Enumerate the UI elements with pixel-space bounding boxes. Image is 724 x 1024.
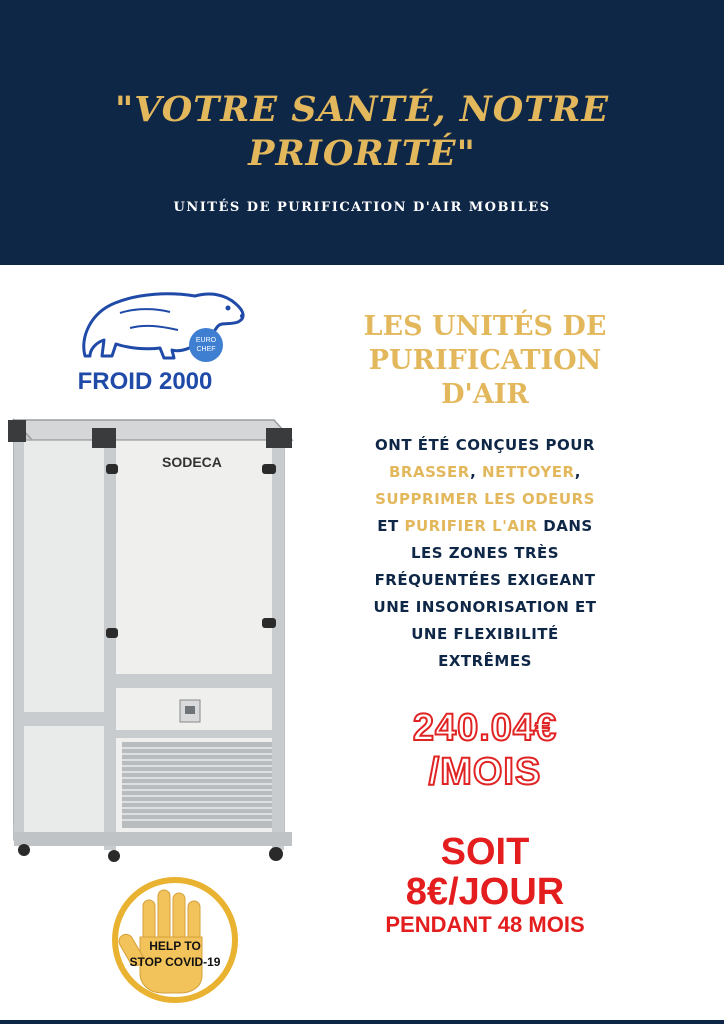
slogan-line-2: PRIORITÉ" [248, 133, 476, 174]
desc-line-7: UNE INSONORISATION ET [373, 598, 597, 616]
desc-line-4 [330, 513, 640, 540]
desc-separator: , [574, 463, 581, 481]
heading-line-2: PURIFICATION [368, 345, 602, 376]
daily-offer [330, 832, 640, 938]
help-badge-text [110, 938, 240, 970]
subtitle: UNITÉS DE PURIFICATION D'AIR MOBILES [173, 200, 551, 215]
desc-et: ET [377, 517, 405, 535]
badge-line-2: CHEF [196, 346, 216, 353]
desc-line-9: EXTRÊMES [438, 652, 532, 670]
badge-text-line-1: HELP TO [149, 939, 201, 953]
desc-dans: DANS [537, 517, 593, 535]
price-amount: 240.04€ [412, 707, 558, 749]
footer-line [0, 1020, 724, 1024]
sodeca-logo: SODECA [162, 454, 222, 470]
eurochef-badge [189, 328, 223, 362]
badge-line-1: EURO [195, 337, 217, 344]
highlight-supprimer: SUPPRIMER LES ODEURS [375, 490, 595, 508]
slogan-line-1: "VOTRE SANTÉ, NOTRE [114, 89, 610, 130]
heading-line-3: D'AIR [441, 379, 529, 410]
brand-name: FROID 2000 [77, 368, 213, 395]
slogan [0, 88, 724, 176]
heading-line-1: LES UNITÉS DE [363, 311, 607, 342]
desc-line-8: UNE FLEXIBILITÉ [411, 625, 559, 643]
desc-line-5: LES ZONES TRÈS [410, 544, 560, 562]
desc-line-6: FRÉQUENTÉES EXIGEANT [374, 571, 596, 589]
price-period: /MOIS [428, 751, 542, 793]
section-heading [330, 310, 640, 412]
highlight-nettoyer: NETTOYER [482, 463, 575, 481]
desc-line-2 [330, 459, 640, 486]
desc-separator: , [470, 463, 483, 481]
offer-per-day: 8€/JOUR [405, 871, 565, 913]
offer-duration: PENDANT 48 MOIS [385, 912, 585, 937]
offer-soit: SOIT [440, 831, 530, 873]
description [330, 432, 640, 675]
highlight-purifier: PURIFIER L'AIR [404, 517, 538, 535]
desc-line-1: ONT ÉTÉ CONÇUES POUR [375, 436, 595, 454]
monthly-price [330, 706, 640, 794]
badge-text-line-2: STOP COVID-19 [129, 955, 221, 969]
air-purifier-image [4, 412, 304, 864]
highlight-brasser: BRASSER [389, 463, 471, 481]
